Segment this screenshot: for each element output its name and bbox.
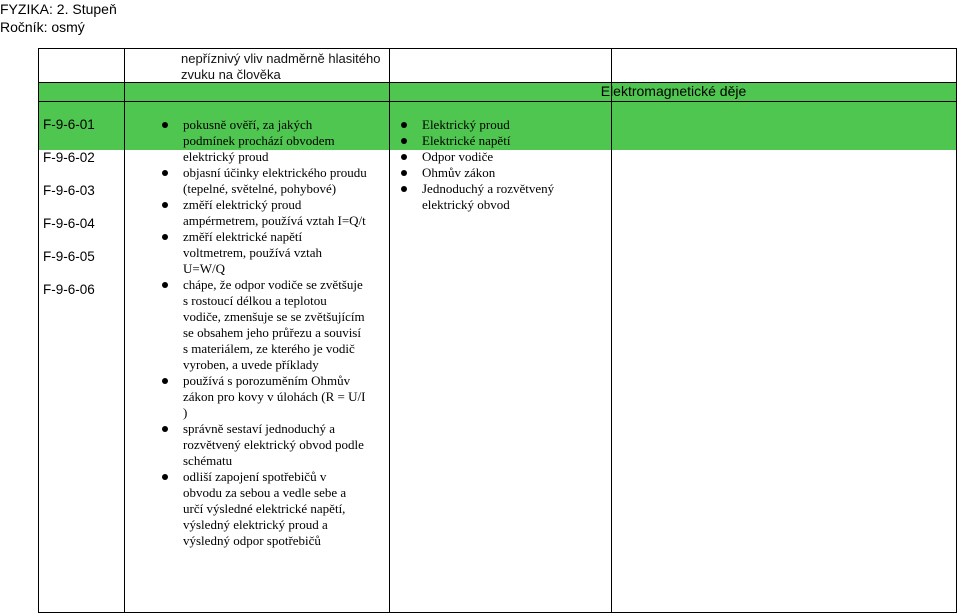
curriculum-table <box>38 48 957 613</box>
list-item: Elektrický proud <box>401 117 601 133</box>
list-item: Jednoduchý a rozvětvený elektrický obvod <box>401 181 601 213</box>
previous-row-text: nepříznivý vliv nadměrně hlasitého zvuku na člověka <box>181 51 381 82</box>
outcome-code: F-9-6-06 <box>43 282 95 297</box>
list-item: Ohmův zákon <box>401 165 601 181</box>
column-divider <box>611 49 612 612</box>
outcome-code: F-9-6-03 <box>43 183 95 198</box>
list-item: změří elektrické napětí voltmetrem, používá vztah U=W/Q <box>162 229 367 277</box>
list-item: Odpor vodiče <box>401 149 601 165</box>
list-item: změří elektrický proud ampérmetrem, používá vztah I=Q/t <box>162 197 367 229</box>
column-divider <box>389 49 390 612</box>
list-item: odliší zapojení spotřebičů v obvodu za sebou a vedle sebe a určí výsledné elektrické napětí, výsledný elektrický proud a výsledný odpor spotřebičů <box>162 469 367 549</box>
list-item: používá s porozuměním Ohmův zákon pro kovy v úlohách (R = U/I ) <box>162 373 367 421</box>
list-item: chápe, že odpor vodiče se zvětšuje s rostoucí délkou a teplotou vodiče, zmenšuje se se zvětšujícím se obsahem jeho průřezu a souvisí s materiálem, ze kterého je vodič vyroben, a uvede příklady <box>162 277 367 373</box>
outcome-code: F-9-6-02 <box>43 150 95 165</box>
section-title: Elektromagnetické děje <box>600 83 747 99</box>
outcome-code: F-9-6-05 <box>43 249 95 264</box>
outcomes-list <box>162 117 367 549</box>
row-divider <box>39 101 956 102</box>
subject-heading: FYZIKA: 2. Stupeň <box>0 1 117 17</box>
list-item: Elektrické napětí <box>401 133 601 149</box>
list-item: objasní účinky elektrického proudu (tepelné, světelné, pohybové) <box>162 165 367 197</box>
column-divider <box>124 49 125 612</box>
list-item: pokusně ověří, za jakých podmínek prochází obvodem elektrický proud <box>162 117 367 165</box>
outcome-code: F-9-6-01 <box>43 117 95 132</box>
grade-heading: Ročník: osmý <box>0 19 85 35</box>
topics-list <box>401 117 601 213</box>
outcome-code: F-9-6-04 <box>43 216 95 231</box>
outcome-codes <box>43 116 115 314</box>
list-item: správně sestaví jednoduchý a rozvětvený elektrický obvod podle schématu <box>162 421 367 469</box>
